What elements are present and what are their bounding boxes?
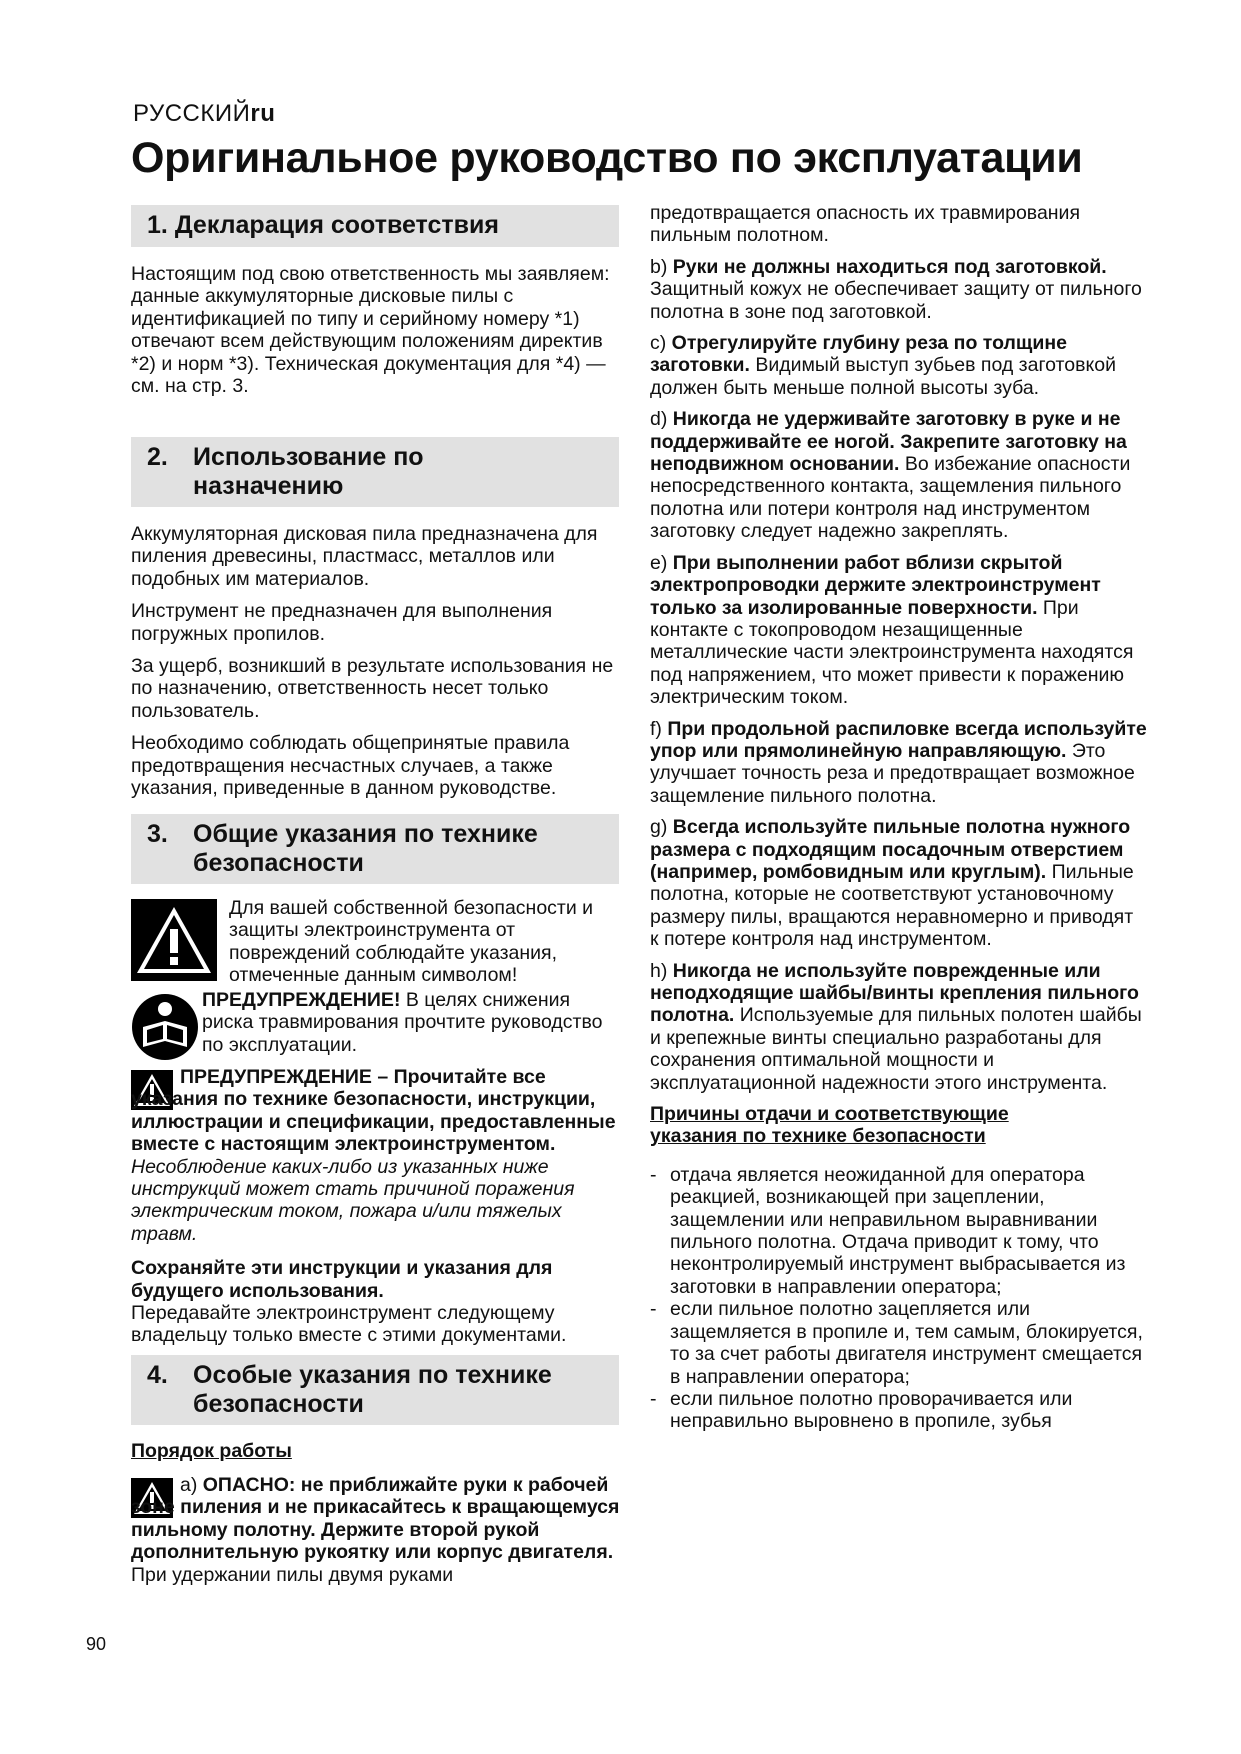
item-text: Защитный кожух не обеспечивает защиту от пильного полотна в зоне под заготовкой. bbox=[650, 278, 1142, 323]
item-prefix: d) bbox=[650, 408, 673, 431]
general-warning-bold: ПРЕДУПРЕЖДЕНИЕ – Прочитайте все указания по технике безопасности, инструкции, иллюстрации и спецификации, предоставленные вместе с настоящим электроинструментом. bbox=[131, 1066, 616, 1156]
item-bold: Руки не должны находиться под заготовкой. bbox=[672, 255, 1107, 278]
bullet-mark: - bbox=[650, 1298, 657, 1321]
section-title-line2: безопасности bbox=[193, 1389, 364, 1418]
paragraph: За ущерб, возникший в результате использования не по назначению, ответственность несет только пользователь. bbox=[131, 655, 614, 722]
warning-triangle-icon bbox=[131, 899, 217, 981]
keep-instructions-bold: Сохраняйте эти инструкции и указания для будущего использования. bbox=[131, 1257, 553, 1302]
item-prefix: e) bbox=[650, 551, 673, 574]
item-f bbox=[650, 718, 1147, 808]
item-text: Используемые для пильных полотен шайбы и крепежные винты специально разработаны для сохранения оптимальной мощности и эксплуатационной надежности этого инструмента. bbox=[650, 1004, 1142, 1094]
list-item bbox=[650, 1164, 1147, 1298]
keep-instructions-text: Передавайте электроинструмент следующему владельцу только вместе с этими документами. bbox=[131, 1302, 567, 1347]
item-g bbox=[650, 816, 1147, 950]
item-text: Видимый выступ зубьев под заготовкой должен быть меньше полной высоты зуба. bbox=[650, 354, 1116, 399]
item-bold: При продольной распиловке всегда используйте упор или прямолинейную направляющую. bbox=[650, 717, 1147, 762]
list-item-text: если пильное полотно зацепляется или защемляется в пропиле и, тем самым, блокируется, то за счет работы двигателя инструмент смещается в направлении оператора; bbox=[670, 1298, 1143, 1388]
list-item bbox=[650, 1298, 1147, 1388]
item-text: При удержании пилы двумя руками bbox=[131, 1563, 454, 1586]
language-code: ru bbox=[250, 100, 276, 127]
item-bold: При выполнении работ вблизи скрытой электропроводки держите электроинструмент только за изолированные поверхности. bbox=[650, 551, 1101, 619]
warning-text: В целях снижения риска травмирования прочтите руководство по эксплуатации. bbox=[202, 989, 603, 1056]
list-item-text: отдача является неожиданной для оператора реакцией, возникающей при зацеплении, защемлении или неправильном выравнивании пильного полотна. Отдача приводит к тому, что неконтролируемый инструмент выбрасывается из заготовки в направлении оператора; bbox=[670, 1163, 1126, 1298]
section-number: 3. bbox=[147, 820, 168, 848]
section-2-body bbox=[131, 523, 621, 799]
paragraph: Необходимо соблюдать общепринятые правила предотвращения несчастных случаев, а также указания, приведенные в данном руководстве. bbox=[131, 732, 570, 800]
read-manual-icon bbox=[131, 993, 199, 1061]
section-number: 2. bbox=[147, 443, 168, 471]
general-warning-italic: Несоблюдение каких-либо из указанных ниже инструкций может стать причиной поражения электрическим током, пожара и/или тяжелых травм. bbox=[131, 1155, 575, 1245]
section-title-line1: Общие указания по технике bbox=[193, 820, 538, 848]
general-warning-block bbox=[131, 1066, 623, 1347]
section-number: 4. bbox=[147, 1361, 168, 1389]
item-c bbox=[650, 332, 1147, 399]
paragraph: Инструмент не предназначен для выполнения погружных пропилов. bbox=[131, 600, 553, 645]
section-title-line1: Использование по bbox=[193, 443, 424, 471]
item-prefix: c) bbox=[650, 332, 672, 355]
item-text: Во избежание опасности непосредственного контакта, защемления пильного полотна или потери контроля над инструментом заготовку следует надежно закреплять. bbox=[650, 453, 1131, 543]
section-1-body: Настоящим под свою ответственность мы заявляем: данные аккумуляторные дисковые пилы с идентификацией по типу и серийному номеру *1) отвечают всем действующим положениям директив *2) и норм *3). Техническая документация для *4) — см. на стр. 3. bbox=[131, 263, 610, 398]
item-prefix: g) bbox=[650, 816, 673, 839]
section-1-heading bbox=[131, 205, 619, 247]
section-number: 1. bbox=[147, 211, 168, 239]
section-4-heading bbox=[131, 1355, 619, 1425]
item-text: Пильные полотна, которые не соответствуют установочному размеру пилы, вращаются неравномерно и приводят к потере контроля над инструментом. bbox=[650, 860, 1134, 951]
kickback-subheading: Причины отдачи и соответствующие указания по технике безопасности bbox=[650, 1103, 1009, 1148]
section-2-heading bbox=[131, 437, 619, 507]
paragraph: Аккумуляторная дисковая пила предназначена для пиления древесины, пластмасс, металлов или подобных им материалов. bbox=[131, 523, 598, 590]
read-manual-text bbox=[202, 989, 622, 1056]
item-text: При контакте с токопроводом незащищенные металлические части электроинструмента находятся под напряжением, что может привести к поражению электрическим током. bbox=[650, 596, 1134, 709]
warning-symbol-text: Для вашей собственной безопасности и защиты электроинструмента от повреждений соблюдайте указания, отмеченные данным символом! bbox=[229, 897, 594, 987]
page-number: 90 bbox=[86, 1634, 107, 1654]
section-title: Декларация соответствия bbox=[174, 211, 499, 239]
item-bold: Никогда не удерживайте заготовку в руке и не поддерживайте ее ногой. Закрепите заготовку на неподвижном основании. bbox=[650, 408, 1127, 476]
section-title-line1: Особые указания по технике bbox=[193, 1361, 552, 1389]
item-h bbox=[650, 960, 1147, 1094]
item-d bbox=[650, 408, 1147, 542]
section-3-heading bbox=[131, 814, 619, 884]
continuation-text: предотвращается опасность их травмирования пильным полотном. bbox=[650, 202, 1081, 247]
language-name: РУССКИЙ bbox=[133, 100, 251, 127]
general-warning bbox=[131, 1066, 623, 1245]
right-column bbox=[650, 202, 1147, 1433]
item-bold: Всегда используйте пильные полотна нужного размера с подходящим посадочным отверстием (например, ромбовидным или круглым). bbox=[650, 816, 1131, 883]
list-item bbox=[650, 1388, 1147, 1433]
item-bold: ОПАСНО: не приближайте руки к рабочей зоне пиления и не прикасайтесь к вращающемуся пильному полотну. Держите второй рукой дополнительную рукоятку или корпус двигателя. bbox=[131, 1474, 620, 1564]
warning-label: ПРЕДУПРЕЖДЕНИЕ! bbox=[202, 989, 401, 1011]
item-prefix: h) bbox=[650, 959, 673, 982]
section-title-line2: назначению bbox=[193, 471, 344, 500]
keep-instructions bbox=[131, 1257, 623, 1347]
item-bold: Отрегулируйте глубину реза по толщине заготовки. bbox=[650, 332, 1067, 377]
item-prefix: a) bbox=[180, 1474, 203, 1496]
item-e bbox=[650, 552, 1147, 709]
item-b bbox=[650, 256, 1147, 323]
section-title-line2: безопасности bbox=[193, 848, 364, 877]
procedure-subheading: Порядок работы bbox=[131, 1440, 292, 1462]
list-item-text: если пильное полотно проворачивается или неправильно выровнено в пропиле, зубья bbox=[670, 1387, 1073, 1433]
item-bold: Никогда не используйте поврежденные или неподходящие шайбы/винты крепления пильного полотна. bbox=[650, 959, 1139, 1027]
bullet-mark: - bbox=[650, 1163, 657, 1186]
item-text: Это улучшает точность реза и предотвращает возможное защемление пильного полотна. bbox=[650, 739, 1135, 807]
language-label bbox=[133, 100, 275, 128]
item-a bbox=[131, 1474, 623, 1586]
page-title: Оригинальное руководство по эксплуатации bbox=[131, 134, 1083, 182]
item-prefix: f) bbox=[650, 717, 668, 740]
bullet-mark: - bbox=[650, 1387, 657, 1410]
item-prefix: b) bbox=[650, 255, 673, 278]
